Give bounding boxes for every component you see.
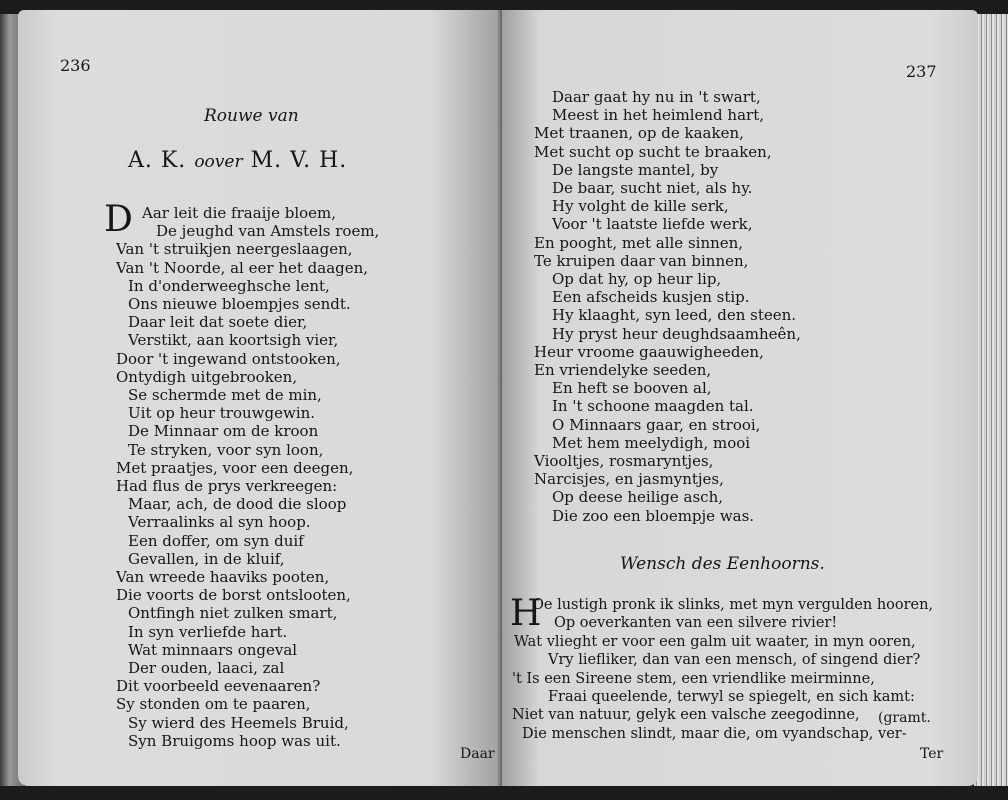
left-page xyxy=(18,10,504,786)
verse-line: De jeughd van Amstels roem, xyxy=(156,222,380,241)
verse-line: Wat minnaars ongeval xyxy=(128,640,298,659)
verse-line: Met traanen, op de kaaken, xyxy=(534,124,744,143)
verse-line: Een doffer, om syn duif xyxy=(128,531,304,550)
right-page xyxy=(502,10,978,786)
verse-line: Met hem meelydigh, mooi xyxy=(552,433,751,452)
verse-line: Een afscheids kusjen stip. xyxy=(552,288,750,307)
verse-line: En heft se booven al, xyxy=(552,379,712,398)
verse-line: Dit voorbeeld eevenaaren? xyxy=(116,677,321,696)
verse-line: Op oeverkanten van een silvere rivier! xyxy=(554,615,838,632)
verse-line: 't Is een Sireene stem, een vriendlike meirminne, xyxy=(512,670,875,687)
verse-line: En pooght, met alle sinnen, xyxy=(534,233,744,252)
verse-line: Aar leit die fraaije bloem, xyxy=(142,204,337,222)
verse-line: Maar, ach, de dood die sloop xyxy=(128,495,347,514)
verse-line: Op deese heilige asch, xyxy=(552,488,724,507)
verse-line: Die menschen slindt, maar die, om vyandschap, ver- xyxy=(522,725,907,742)
verse-line: Sy stonden om te paaren, xyxy=(116,695,311,714)
verse-line: Hy pryst heur deughdsaamheên, xyxy=(552,324,801,343)
verse-line: Meest in het heimlend hart, xyxy=(552,106,764,125)
verse-line: Door 't ingewand ontstooken, xyxy=(116,349,341,368)
verse-line: In 't schoone maagden tal. xyxy=(552,397,754,416)
catchword: Ter xyxy=(920,746,944,762)
verse-line: Van 't Noorde, al eer het daagen, xyxy=(116,258,369,277)
page-number: 237 xyxy=(906,62,937,81)
verse-line: In d'onderweeghsche lent, xyxy=(128,276,330,295)
heading-part-3: M. V. H. xyxy=(250,148,348,173)
poem-title: Rouwe van xyxy=(204,106,299,126)
verse-line: Hy klaaght, syn leed, den steen. xyxy=(552,306,797,325)
heading-part-1: A. K. xyxy=(128,148,187,173)
drop-cap: D xyxy=(104,199,133,240)
drop-cap: H xyxy=(510,593,542,634)
verse-line: Ons nieuwe bloempjes sendt. xyxy=(128,295,351,314)
verse-line: Had flus de prys verkreegen: xyxy=(116,477,338,496)
verse-line: Hy volght de kille serk, xyxy=(552,197,729,216)
poem-title: Wensch des Eenhoorns. xyxy=(620,554,825,574)
verse-line: De Minnaar om de kroon xyxy=(128,422,319,441)
verse-line: Se schermde met de min, xyxy=(128,386,322,405)
verse-line: Te stryken, voor syn loon, xyxy=(128,440,324,459)
verse-line: Viooltjes, rosmaryntjes, xyxy=(534,452,714,471)
verse-line: Syn Bruigoms hoop was uit. xyxy=(128,731,341,750)
verse-line: Van 't struikjen neergeslaagen, xyxy=(116,240,353,259)
verse-line: Oe lustigh pronk ik slinks, met myn vergulden hooren, xyxy=(532,597,934,613)
verse-line: Met sucht op sucht te braaken, xyxy=(534,142,772,161)
verse-line: Wat vlieght er voor een galm uit waater, in myn ooren, xyxy=(514,633,916,650)
catchword: Daar xyxy=(460,746,495,762)
verse-line: Heur vroome gaauwigheeden, xyxy=(534,342,764,361)
verse-line: Die voorts de borst ontslooten, xyxy=(116,586,351,605)
verse-line: Te kruipen daar van binnen, xyxy=(534,251,749,270)
verse-line: Der ouden, laaci, zal xyxy=(128,659,285,678)
verse-line: Op dat hy, op heur lip, xyxy=(552,270,722,289)
verse-line: Van wreede haaviks pooten, xyxy=(116,568,330,587)
verse-line: Die zoo een bloempje was. xyxy=(552,506,755,525)
verse-line: En vriendelyke seeden, xyxy=(534,361,712,380)
verse-line: De baar, sucht niet, als hy. xyxy=(552,179,753,198)
page-number: 236 xyxy=(60,56,91,75)
verse-line: Ontydigh uitgebrooken, xyxy=(116,367,298,386)
poem-text xyxy=(502,88,978,525)
verse-line: Voor 't laatste liefde werk, xyxy=(552,215,753,234)
verse-line: Vry liefliker, dan van een mensch, of singend dier? xyxy=(548,652,921,669)
verse-line: Narcisjes, en jasmyntjes, xyxy=(534,470,724,489)
verse-line: Uit op heur trouwgewin. xyxy=(128,404,316,423)
verse-line: Niet van natuur, gelyk een valsche zeegodinne, xyxy=(512,707,860,724)
verse-line: Verstikt, aan koortsigh vier, xyxy=(128,331,339,350)
verse-line: Verraalinks al syn hoop. xyxy=(128,513,311,532)
overflow-word: (gramt. xyxy=(878,710,931,726)
verse-line: In syn verliefde hart. xyxy=(128,622,288,641)
poem-heading xyxy=(128,148,347,173)
heading-part-2: oover xyxy=(194,152,243,172)
verse-line: Fraai queelende, terwyl se spiegelt, en sich kamt: xyxy=(548,689,915,706)
verse-line: Daar leit dat soete dier, xyxy=(128,313,308,332)
verse-line: Met praatjes, voor een deegen, xyxy=(116,458,354,477)
poem-text xyxy=(18,199,504,750)
verse-line: Ontfingh niet zulken smart, xyxy=(128,604,338,623)
verse-line: Daar gaat hy nu in 't swart, xyxy=(552,88,761,106)
verse-line: O Minnaars gaar, en strooi, xyxy=(552,415,761,434)
right-page-edges xyxy=(974,14,1008,786)
verse-line: Gevallen, in de kluif, xyxy=(128,549,285,568)
verse-line: Sy wierd des Heemels Bruid, xyxy=(128,713,349,732)
verse-line: De langste mantel, by xyxy=(552,160,719,179)
